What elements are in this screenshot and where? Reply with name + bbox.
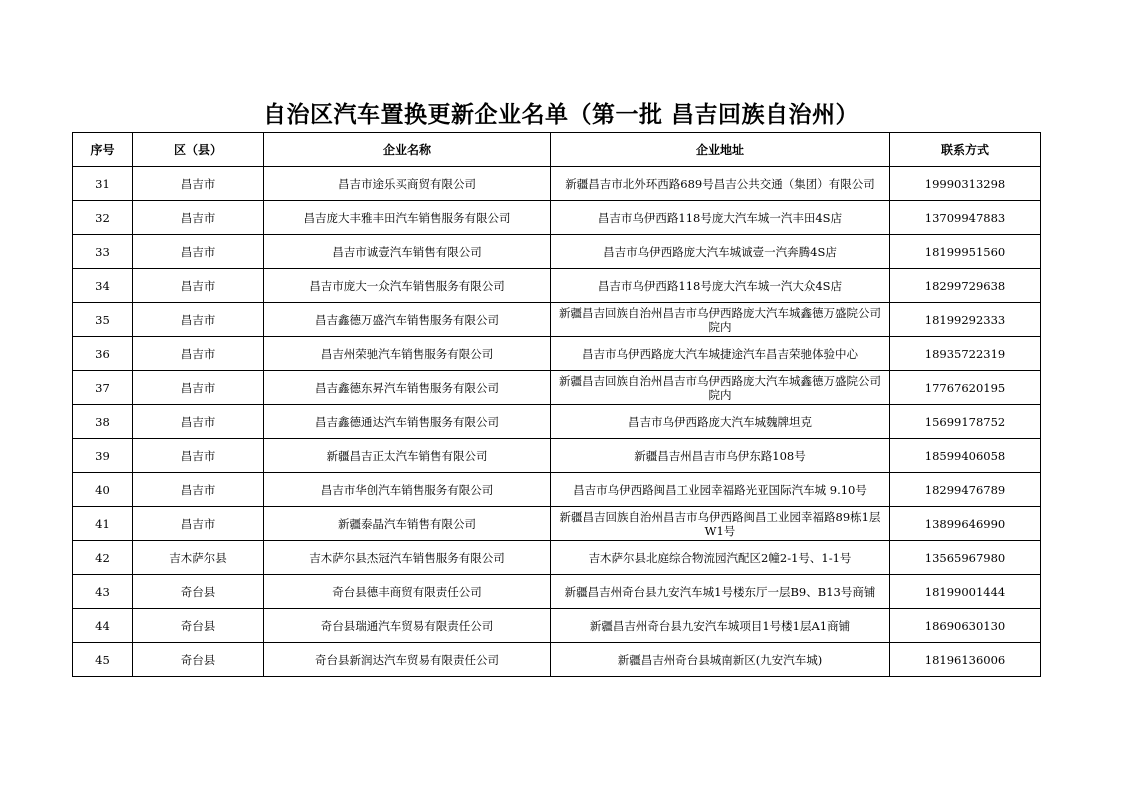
table-body <box>73 167 1041 677</box>
cell-phone: 18199292333 <box>890 303 1041 337</box>
table-row <box>73 337 1041 371</box>
cell-district: 昌吉市 <box>133 507 264 541</box>
cell-no: 43 <box>73 575 133 609</box>
cell-no: 36 <box>73 337 133 371</box>
cell-no: 39 <box>73 439 133 473</box>
cell-company: 奇台县新润达汽车贸易有限责任公司 <box>264 643 551 677</box>
cell-company: 昌吉市华创汽车销售服务有限公司 <box>264 473 551 507</box>
cell-district: 昌吉市 <box>133 371 264 405</box>
table-row <box>73 235 1041 269</box>
cell-district: 奇台县 <box>133 609 264 643</box>
cell-no: 41 <box>73 507 133 541</box>
cell-phone: 17767620195 <box>890 371 1041 405</box>
cell-no: 35 <box>73 303 133 337</box>
cell-phone: 15699178752 <box>890 405 1041 439</box>
cell-no: 40 <box>73 473 133 507</box>
table-header-row <box>73 133 1041 167</box>
table-row <box>73 507 1041 541</box>
cell-phone: 18299729638 <box>890 269 1041 303</box>
cell-company: 昌吉鑫德东昇汽车销售服务有限公司 <box>264 371 551 405</box>
cell-company: 吉木萨尔县杰冠汽车销售服务有限公司 <box>264 541 551 575</box>
cell-no: 45 <box>73 643 133 677</box>
cell-phone: 18690630130 <box>890 609 1041 643</box>
cell-company: 昌吉市途乐买商贸有限公司 <box>264 167 551 201</box>
cell-district: 奇台县 <box>133 643 264 677</box>
cell-address: 新疆昌吉市北外环西路689号昌吉公共交通（集团）有限公司 <box>551 167 890 201</box>
page-title: 自治区汽车置换更新企业名单（第一批 昌吉回族自治州） <box>262 102 859 128</box>
table-row <box>73 371 1041 405</box>
cell-district: 昌吉市 <box>133 167 264 201</box>
cell-district: 昌吉市 <box>133 473 264 507</box>
table-row <box>73 269 1041 303</box>
cell-company: 新疆泰晶汽车销售有限公司 <box>264 507 551 541</box>
cell-address: 吉木萨尔县北庭综合物流园汽配区2幢2-1号、1-1号 <box>551 541 890 575</box>
cell-company: 昌吉市庞大一众汽车销售服务有限公司 <box>264 269 551 303</box>
table-row <box>73 439 1041 473</box>
cell-address: 昌吉市乌伊西路庞大汽车城捷途汽车昌吉荣驰体验中心 <box>551 337 890 371</box>
table-row <box>73 643 1041 677</box>
cell-address: 新疆昌吉回族自治州昌吉市乌伊西路庞大汽车城鑫德万盛院公司院内 <box>551 371 890 405</box>
cell-company: 昌吉鑫德万盛汽车销售服务有限公司 <box>264 303 551 337</box>
cell-phone: 18935722319 <box>890 337 1041 371</box>
table-row <box>73 201 1041 235</box>
cell-district: 吉木萨尔县 <box>133 541 264 575</box>
table-row <box>73 541 1041 575</box>
cell-company: 昌吉市诚壹汽车销售有限公司 <box>264 235 551 269</box>
cell-company: 新疆昌吉正太汽车销售有限公司 <box>264 439 551 473</box>
cell-district: 昌吉市 <box>133 201 264 235</box>
header-no: 序号 <box>73 133 133 167</box>
cell-address: 昌吉市乌伊西路118号庞大汽车城一汽丰田4S店 <box>551 201 890 235</box>
cell-district: 昌吉市 <box>133 405 264 439</box>
cell-phone: 19990313298 <box>890 167 1041 201</box>
cell-address: 昌吉市乌伊西路庞大汽车城魏牌坦克 <box>551 405 890 439</box>
cell-district: 昌吉市 <box>133 235 264 269</box>
cell-company: 昌吉鑫德通达汽车销售服务有限公司 <box>264 405 551 439</box>
cell-phone: 18199001444 <box>890 575 1041 609</box>
cell-company: 昌吉州荣驰汽车销售服务有限公司 <box>264 337 551 371</box>
table-row <box>73 167 1041 201</box>
cell-phone: 18196136006 <box>890 643 1041 677</box>
header-district: 区（县） <box>133 133 264 167</box>
cell-no: 31 <box>73 167 133 201</box>
cell-address: 新疆昌吉回族自治州昌吉市乌伊西路闽昌工业园幸福路89栋1层W1号 <box>551 507 890 541</box>
cell-address: 昌吉市乌伊西路闽昌工业园幸福路光亚国际汽车城 9.10号 <box>551 473 890 507</box>
cell-district: 昌吉市 <box>133 439 264 473</box>
table-row <box>73 303 1041 337</box>
cell-address: 新疆昌吉州昌吉市乌伊东路108号 <box>551 439 890 473</box>
cell-company: 奇台县德丰商贸有限责任公司 <box>264 575 551 609</box>
cell-address: 新疆昌吉回族自治州昌吉市乌伊西路庞大汽车城鑫德万盛院公司院内 <box>551 303 890 337</box>
cell-no: 44 <box>73 609 133 643</box>
cell-district: 昌吉市 <box>133 303 264 337</box>
header-company: 企业名称 <box>264 133 551 167</box>
cell-address: 昌吉市乌伊西路庞大汽车城诚壹一汽奔腾4S店 <box>551 235 890 269</box>
cell-company: 昌吉庞大丰雅丰田汽车销售服务有限公司 <box>264 201 551 235</box>
cell-no: 37 <box>73 371 133 405</box>
cell-no: 33 <box>73 235 133 269</box>
cell-no: 38 <box>73 405 133 439</box>
table-row <box>73 473 1041 507</box>
table-row <box>73 405 1041 439</box>
company-table <box>72 132 1041 677</box>
table-row <box>73 609 1041 643</box>
cell-address: 新疆昌吉州奇台县九安汽车城项目1号楼1层A1商铺 <box>551 609 890 643</box>
cell-district: 昌吉市 <box>133 269 264 303</box>
cell-no: 42 <box>73 541 133 575</box>
cell-phone: 18299476789 <box>890 473 1041 507</box>
cell-district: 昌吉市 <box>133 337 264 371</box>
cell-address: 昌吉市乌伊西路118号庞大汽车城一汽大众4S店 <box>551 269 890 303</box>
cell-phone: 18599406058 <box>890 439 1041 473</box>
cell-company: 奇台县瑞通汽车贸易有限责任公司 <box>264 609 551 643</box>
cell-district: 奇台县 <box>133 575 264 609</box>
cell-address: 新疆昌吉州奇台县九安汽车城1号楼东厅一层B9、B13号商铺 <box>551 575 890 609</box>
cell-no: 34 <box>73 269 133 303</box>
cell-phone: 18199951560 <box>890 235 1041 269</box>
table-row <box>73 575 1041 609</box>
cell-phone: 13709947883 <box>890 201 1041 235</box>
cell-address: 新疆昌吉州奇台县城南新区(九安汽车城) <box>551 643 890 677</box>
header-phone: 联系方式 <box>890 133 1041 167</box>
cell-phone: 13565967980 <box>890 541 1041 575</box>
cell-no: 32 <box>73 201 133 235</box>
cell-phone: 13899646990 <box>890 507 1041 541</box>
header-address: 企业地址 <box>551 133 890 167</box>
